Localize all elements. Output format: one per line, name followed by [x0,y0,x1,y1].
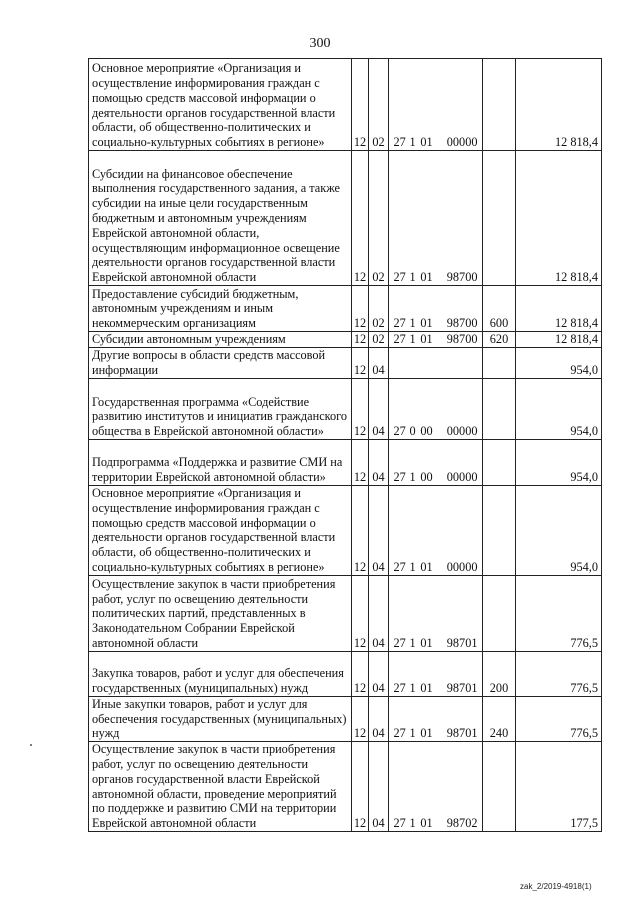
table-row [89,742,602,832]
target-subprogram-code: 1 [409,635,416,650]
table-row [89,379,602,440]
target-event-code: 01 [420,635,433,650]
target-subprogram-code: 1 [409,135,416,150]
expense-type-cell [483,151,516,286]
amount-cell: 954,0 [516,348,602,379]
target-direction-code: 98700 [446,316,478,331]
row-name-cell: Государственная программа «Содействие развитию институтов и инициатив гражданского общества в Еврейской автономной области» [89,379,352,440]
target-subprogram-code: 1 [409,559,416,574]
table-row [89,440,602,486]
target-event-code: 01 [420,680,433,695]
target-event-code: 01 [420,270,433,285]
target-program-code: 27 [393,635,406,650]
section-code-cell: 12 [352,348,369,379]
target-subprogram-code: 1 [409,816,416,831]
target-article-cell [389,440,483,486]
subsection-code-cell: 02 [369,286,389,332]
row-name-cell: Иные закупки товаров, работ и услуг для обеспечения государственных (муниципальных) нужд [89,696,352,741]
expense-type-cell [483,742,516,832]
subsection-code-cell: 04 [369,348,389,379]
section-code-cell: 12 [352,379,369,440]
target-direction-code: 98700 [446,332,478,347]
target-event-code: 00 [420,424,433,439]
target-article-cell [389,151,483,286]
target-subprogram-code: 1 [409,316,416,331]
scan-speck [30,744,32,746]
target-program-code: 27 [393,559,406,574]
budget-table-body [89,59,602,832]
target-direction-code: 00000 [446,424,478,439]
subsection-code-cell: 02 [369,59,389,151]
table-row [89,575,602,651]
amount-cell: 12 818,4 [516,286,602,332]
amount-cell: 12 818,4 [516,151,602,286]
target-article-cell [389,696,483,741]
expense-type-cell [483,379,516,440]
row-name-cell: Подпрограмма «Поддержка и развитие СМИ на территории Еврейской автономной области» [89,440,352,486]
amount-cell: 776,5 [516,696,602,741]
target-direction-code: 98700 [446,270,478,285]
subsection-code-cell: 04 [369,696,389,741]
target-program-code: 27 [393,470,406,485]
subsection-code-cell: 04 [369,742,389,832]
subsection-code-cell: 04 [369,379,389,440]
target-program-code: 27 [393,135,406,150]
section-code-cell: 12 [352,651,369,696]
row-name-cell: Основное мероприятие «Организация и осуществление информирования граждан с помощью средств массовой информации о деятельности органов государственной власти области, об общественно-политических и социально-культурных событиях в регионе» [89,486,352,576]
table-row [89,151,602,286]
table-row [89,348,602,379]
expense-type-cell [483,440,516,486]
section-code-cell: 12 [352,151,369,286]
target-program-code: 27 [393,680,406,695]
amount-cell: 776,5 [516,575,602,651]
target-program-code: 27 [393,270,406,285]
target-subprogram-code: 1 [409,680,416,695]
budget-table [88,58,602,832]
target-subprogram-code: 1 [409,470,416,485]
section-code-cell: 12 [352,486,369,576]
target-event-code: 00 [420,470,433,485]
subsection-code-cell: 04 [369,440,389,486]
footer-code: zak_2/2019-4918(1) [520,882,592,891]
amount-cell: 12 818,4 [516,332,602,348]
target-event-code: 01 [420,816,433,831]
target-event-code: 01 [420,726,433,741]
target-article-cell [389,379,483,440]
table-row [89,486,602,576]
row-name-cell: Осуществление закупок в части приобретения работ, услуг по освещению деятельности политических партий, представленных в Законодательном Собрании Еврейской автономной области [89,575,352,651]
section-code-cell: 12 [352,440,369,486]
expense-type-cell: 200 [483,651,516,696]
section-code-cell: 12 [352,696,369,741]
target-program-code: 27 [393,424,406,439]
table-row [89,651,602,696]
target-program-code: 27 [393,726,406,741]
target-program-code: 27 [393,816,406,831]
subsection-code-cell: 04 [369,486,389,576]
target-direction-code: 00000 [446,470,478,485]
target-article-cell [389,575,483,651]
target-subprogram-code: 1 [409,270,416,285]
target-direction-code: 00000 [446,135,478,150]
row-name-cell: Субсидии на финансовое обеспечение выполнения государственного задания, а также субсидии на иные цели государственным бюджетным и автономным учреждениям Еврейской автономной области, осуществляющим информационное освещение деятельности органов государственной власти Еврейской автономной области [89,151,352,286]
target-subprogram-code: 1 [409,726,416,741]
target-program-code: 27 [393,332,406,347]
target-article-cell [389,286,483,332]
target-subprogram-code: 1 [409,332,416,347]
expense-type-cell [483,486,516,576]
expense-type-cell: 240 [483,696,516,741]
amount-cell: 954,0 [516,486,602,576]
expense-type-cell: 620 [483,332,516,348]
subsection-code-cell: 04 [369,651,389,696]
table-row [89,332,602,348]
expense-type-cell: 600 [483,286,516,332]
target-direction-code: 98702 [446,816,478,831]
row-name-cell: Субсидии автономным учреждениям [89,332,352,348]
section-code-cell: 12 [352,59,369,151]
target-direction-code: 98701 [446,680,478,695]
target-article-cell [389,348,483,379]
subsection-code-cell: 02 [369,151,389,286]
target-direction-code: 98701 [446,635,478,650]
target-direction-code: 00000 [446,559,478,574]
row-name-cell: Предоставление субсидий бюджетным, автономным учреждениям и иным некоммерческим организациям [89,286,352,332]
subsection-code-cell: 02 [369,332,389,348]
expense-type-cell [483,59,516,151]
target-event-code: 01 [420,135,433,150]
target-event-code: 01 [420,332,433,347]
amount-cell: 12 818,4 [516,59,602,151]
target-direction-code: 98701 [446,726,478,741]
target-article-cell [389,486,483,576]
expense-type-cell [483,575,516,651]
target-article-cell [389,742,483,832]
target-article-cell [389,332,483,348]
section-code-cell: 12 [352,286,369,332]
target-event-code: 01 [420,559,433,574]
row-name-cell: Другие вопросы в области средств массовой информации [89,348,352,379]
amount-cell: 954,0 [516,379,602,440]
subsection-code-cell: 04 [369,575,389,651]
section-code-cell: 12 [352,742,369,832]
target-article-cell [389,651,483,696]
row-name-cell: Осуществление закупок в части приобретения работ, услуг по освещению деятельности органов государственной власти Еврейской автономной области, проведение мероприятий по поддержке и развитию СМИ на территории Еврейской автономной области [89,742,352,832]
amount-cell: 177,5 [516,742,602,832]
row-name-cell: Основное мероприятие «Организация и осуществление информирования граждан с помощью средств массовой информации о деятельности органов государственной власти области, об общественно-политических и социально-культурных событиях в регионе» [89,59,352,151]
table-row [89,696,602,741]
target-article-cell [389,59,483,151]
target-program-code: 27 [393,316,406,331]
amount-cell: 776,5 [516,651,602,696]
target-event-code: 01 [420,316,433,331]
page-number: 300 [309,36,331,51]
amount-cell: 954,0 [516,440,602,486]
table-row [89,59,602,151]
section-code-cell: 12 [352,332,369,348]
target-subprogram-code: 0 [409,424,416,439]
expense-type-cell [483,348,516,379]
section-code-cell: 12 [352,575,369,651]
table-row [89,286,602,332]
row-name-cell: Закупка товаров, работ и услуг для обеспечения государственных (муниципальных) нужд [89,651,352,696]
